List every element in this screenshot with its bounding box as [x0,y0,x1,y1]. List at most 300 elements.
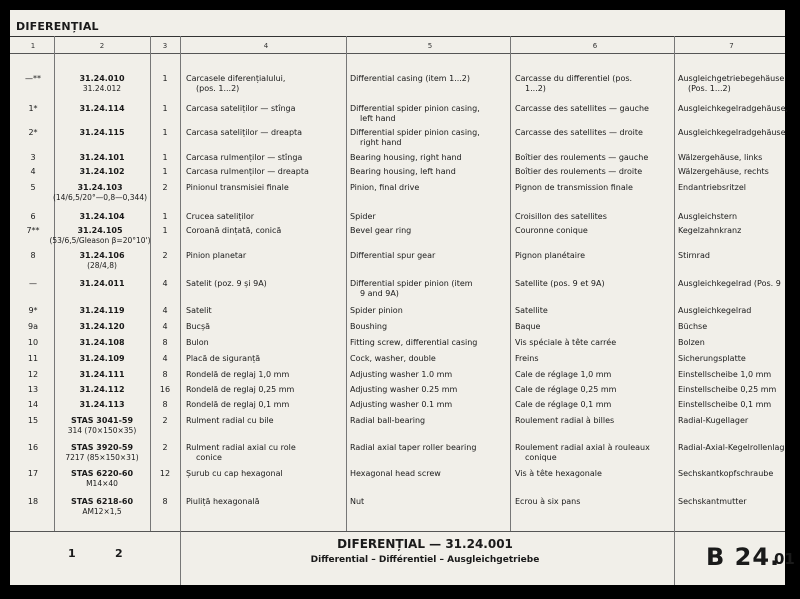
en-text: Bearing housing, right hand [350,153,462,162]
code-text: 31.24.106 [79,251,125,260]
cell-code [56,400,148,410]
en-text: Adjusting washer 0.1 mm [350,400,453,409]
parts-sheet [10,10,795,585]
fr-text: Vis à tête hexagonale [515,469,602,478]
en-text: Cock, washer, double [350,354,436,363]
en-text: Differential spider pinion (item [350,279,473,288]
cell-code [56,416,148,436]
cell-item [14,385,52,395]
cell-item [14,338,52,348]
cell-qty [152,322,178,332]
plate-suffix: 01 [774,550,795,568]
cell-code [56,279,148,289]
item-text: 9a [28,322,38,331]
cell-qty [152,212,178,222]
fr-text: Vis spéciale à tête carrée [515,338,617,347]
cell-qty [152,385,178,395]
en-text: Differential spider pinion casing, [350,128,480,137]
cell-ro [186,322,342,332]
en-text: Bearing housing, left hand [350,167,456,176]
code2-text: 31.24.012 [82,84,122,93]
cell-fr [515,400,671,410]
code-text: 31.24.104 [79,212,125,221]
code2-text: M14×40 [86,479,118,488]
cell-ro [186,104,342,114]
cell-qty [152,183,178,193]
column-number: 7 [729,42,734,50]
fr-text: Cale de réglage 0,1 mm [515,400,612,409]
code-text: 31.24.105 [77,226,123,235]
item-text: — [29,279,37,288]
fr-text: Cale de réglage 0,25 mm [515,385,617,394]
cell-fr [515,167,671,177]
cell-ro [186,279,342,289]
cell-fr [515,183,671,193]
fr-text: Carcasse des satellites — gauche [515,104,649,113]
cell-de [678,322,788,332]
cell-fr [515,153,671,163]
fr-text: Boîtier des roulements — gauche [515,153,649,162]
footer-rule [10,531,785,532]
cell-qty [152,279,178,289]
cell-item [14,469,52,479]
column-number: 4 [263,42,269,50]
de-text: Wälzergehäuse, links [678,153,763,162]
cell-en [350,128,506,148]
cell-en [350,497,506,507]
cell-code [46,226,154,246]
ro-text: Carcasa rulmenților — dreapta [186,167,309,176]
code2-text: 314 (70×150×35) [67,426,137,435]
cell-ro [186,74,342,94]
ro-text: Rondelă de reglaj 1,0 mm [186,370,290,379]
cell-fr [515,279,671,289]
cell-de [678,226,788,236]
de-text: Sechskantkopfschraube [678,469,774,478]
cell-en [350,469,506,479]
cell-ro [186,443,342,463]
code-text: STAS 6220-60 [70,469,134,478]
cell-item [14,153,52,163]
cell-item [14,128,52,138]
cell-en [350,338,506,348]
de-text: Ausgleichkegelrad (Pos. 9 [678,279,781,288]
code2-text: (53/6,5/Gleason β=20°10') [49,236,151,245]
plate-number: B 24. [706,543,781,571]
qty-text: 4 [162,354,168,363]
en-text: Nut [350,497,365,506]
cell-item [14,279,52,289]
code-text: 31.24.101 [79,153,125,162]
cell-ro [186,338,342,348]
cell-ro [186,212,342,222]
qty-text: 1 [162,74,168,83]
ro-text: Rondelă de reglaj 0,25 mm [186,385,295,394]
cell-en [350,354,506,364]
fr-text: Roulement radial axial à rouleaux [515,443,650,452]
item-text: 14 [27,400,39,409]
cell-qty [152,251,178,261]
code-text: 31.24.010 [79,74,125,83]
en2-text: 9 and 9A) [360,289,399,298]
column-number: 5 [427,42,433,50]
fr-text: Pignon planétaire [515,251,586,260]
cell-de [678,443,788,453]
cell-item [14,212,52,222]
de-text: Sechskantmutter [678,497,747,506]
column-number: 1 [30,42,36,50]
qty-text: 4 [162,306,168,315]
cell-de [678,104,788,114]
code-text: 31.24.102 [79,167,125,176]
cell-code [56,153,148,163]
cell-de [678,497,788,507]
cell-item [14,370,52,380]
code2-text: 7217 (85×150×31) [65,453,139,462]
qty-text: 8 [162,497,168,506]
cell-de [678,153,788,163]
cell-qty [152,306,178,316]
ro-text: Rulment radial cu bile [186,416,274,425]
cell-en [350,167,506,177]
de-text: Endantriebsritzel [678,183,746,192]
cell-item [14,354,52,364]
qty-text: 8 [162,338,168,347]
en-text: Pinion, final drive [350,183,420,192]
cell-de [678,212,788,222]
cell-de [678,183,788,193]
code-text: STAS 3920-59 [70,443,134,452]
qty-text: 1 [162,104,168,113]
footer-number: 2 [115,547,123,560]
ro-text: Carcasa rulmenților — stînga [186,153,303,162]
fr-text: Boîtier des roulements — droite [515,167,643,176]
cell-item [14,416,52,426]
qty-text: 12 [159,469,171,478]
cell-fr [515,370,671,380]
de-text: Ausgleichkegelradgehäuse [678,128,786,137]
ro-text: Carcasa sateliților — stînga [186,104,296,113]
ro2-text: conice [196,453,222,462]
fr-text: Satellite [515,306,548,315]
footer-subtitle: Differential – Différentiel – Ausgleichgetriebe [310,555,540,565]
cell-item [14,74,52,84]
cell-qty [152,338,178,348]
item-text: 11 [27,354,39,363]
de-text: Einstellscheibe 1,0 mm [678,370,772,379]
item-text: 6 [30,212,36,221]
ro-text: Rondelă de reglaj 0,1 mm [186,400,290,409]
de-text: Radial-Axial-Kegelrollenlag [678,443,785,452]
cell-code [56,370,148,380]
cell-en [350,306,506,316]
code-text: 31.24.114 [79,104,125,113]
cell-de [678,74,788,94]
title-rule [10,36,785,37]
item-text: 16 [27,443,39,452]
de-text: Einstellscheibe 0,1 mm [678,400,772,409]
item-text: 2* [28,128,38,137]
fr-text: Carcasse des satellites — droite [515,128,643,137]
cell-ro [186,153,342,163]
qty-text: 1 [162,212,168,221]
fr-text: Ecrou à six pans [515,497,581,506]
cell-fr [515,443,671,463]
cell-de [678,279,788,289]
cell-en [350,183,506,193]
cell-fr [515,212,671,222]
code2-text: (28/4,8) [87,261,117,270]
ro-text: Satelit [186,306,212,315]
de-text: Ausgleichgetriebegehäuse [678,74,785,83]
column-divider [510,36,511,531]
cell-item [14,497,52,507]
cell-en [350,279,506,299]
code-text: 31.24.113 [79,400,125,409]
en-text: Fitting screw, differential casing [350,338,478,347]
cell-fr [515,251,671,261]
cell-fr [515,338,671,348]
qty-text: 8 [162,370,168,379]
cell-code [56,338,148,348]
fr-text: Baque [515,322,541,331]
en-text: Radial ball-bearing [350,416,426,425]
de-text: Wälzergehäuse, rechts [678,167,769,176]
cell-de [678,251,788,261]
en-text: Radial axial taper roller bearing [350,443,477,452]
cell-qty [152,370,178,380]
cell-ro [186,167,342,177]
de2-text: (Pos. 1...2) [688,84,731,93]
cell-en [350,443,506,453]
ro-text: Carcasele diferențialului, [186,74,286,83]
en-text: Differential spider pinion casing, [350,104,480,113]
qty-text: 1 [162,128,168,137]
cell-item [14,167,52,177]
cell-code [56,322,148,332]
cell-code [46,183,154,203]
cell-code [56,469,148,489]
cell-en [350,370,506,380]
cell-fr [515,385,671,395]
cell-item [14,306,52,316]
cell-ro [186,183,342,193]
de-text: Ausgleichstern [678,212,738,221]
code-text: 31.24.115 [79,128,125,137]
qty-text: 2 [162,416,168,425]
cell-fr [515,104,671,114]
cell-code [56,167,148,177]
code-text: 31.24.111 [79,370,125,379]
fr-text: Freins [515,354,539,363]
cell-ro [186,306,342,316]
cell-code [56,104,148,114]
cell-fr [515,469,671,479]
cell-code [56,74,148,94]
cell-de [678,385,788,395]
cell-item [14,400,52,410]
en2-text: left hand [360,114,396,123]
cell-ro [186,354,342,364]
ro-text: Șurub cu cap hexagonal [186,469,283,478]
ro-text: Bucșă [186,322,211,331]
cell-en [350,322,506,332]
cell-en [350,74,506,84]
item-text: 5 [30,183,36,192]
de-text: Bolzen [678,338,705,347]
code2-text: AM12×1,5 [82,507,122,516]
cell-de [678,400,788,410]
ro-text: Rulment radial axial cu role [186,443,296,452]
cell-de [678,469,788,479]
de-text: Stirnrad [678,251,710,260]
cell-de [678,338,788,348]
cell-fr [515,322,671,332]
cell-en [350,104,506,124]
cell-fr [515,306,671,316]
ro-text: Pinionul transmisiei finale [186,183,289,192]
de-text: Kegelzahnkranz [678,226,742,235]
de-text: Sicherungsplatte [678,354,746,363]
item-text: 8 [30,251,36,260]
ro-text: Pinion planetar [186,251,247,260]
cell-fr [515,416,671,426]
de-text: Ausgleichkegelrad [678,306,752,315]
cell-qty [152,153,178,163]
en-text: Differential spur gear [350,251,436,260]
code-text: STAS 6218-60 [70,497,134,506]
de-text: Radial-Kugellager [678,416,749,425]
sheet-title: DIFERENȚIAL [16,20,99,33]
item-text: —** [25,74,41,83]
cell-ro [186,400,342,410]
qty-text: 8 [162,400,168,409]
cell-qty [152,416,178,426]
ro-text: Piuliță hexagonală [186,497,260,506]
cell-ro [186,226,342,236]
fr2-text: conique [525,453,557,462]
cell-item [14,251,52,261]
fr-text: Couronne conique [515,226,588,235]
ro-text: Crucea sateliților [186,212,255,221]
fr-text: Croisillon des satellites [515,212,607,221]
en-text: Adjusting washer 1.0 mm [350,370,453,379]
cell-ro [186,370,342,380]
cell-de [678,128,788,138]
cell-ro [186,416,342,426]
code-text: 31.24.120 [79,322,125,331]
ro-text: Bulon [186,338,209,347]
fr-text: Roulement radial à billes [515,416,615,425]
code-text: STAS 3041-59 [70,416,134,425]
item-text: 15 [27,416,39,425]
column-divider [150,36,151,531]
cell-en [350,400,506,410]
cell-de [678,370,788,380]
cell-item [14,443,52,453]
cell-item [14,104,52,114]
fr-text: Satellite (pos. 9 et 9A) [515,279,605,288]
de-text: Einstellscheibe 0,25 mm [678,385,777,394]
code-text: 31.24.119 [79,306,125,315]
ro-text: Placă de siguranță [186,354,261,363]
cell-qty [152,226,178,236]
cell-fr [515,354,671,364]
cell-ro [186,251,342,261]
cell-qty [152,104,178,114]
qty-text: 4 [162,322,168,331]
code-text: 31.24.011 [79,279,125,288]
cell-qty [152,443,178,453]
cell-qty [152,469,178,479]
ro-text: Coroană dințată, conică [186,226,282,235]
cell-fr [515,226,671,236]
de-text: Ausgleichkegelradgehäuse, [678,104,789,113]
cell-code [56,497,148,517]
ro2-text: (pos. 1...2) [196,84,240,93]
cell-en [350,212,506,222]
cell-qty [152,354,178,364]
column-divider [346,36,347,531]
code-text: 31.24.112 [79,385,125,394]
cell-qty [152,400,178,410]
cell-en [350,251,506,261]
cell-en [350,226,506,236]
code2-text: (14/6,5/20°—0,8—0,344) [52,193,148,202]
item-text: 17 [27,469,39,478]
footer-number: 1 [68,547,76,560]
qty-text: 4 [162,279,168,288]
qty-text: 2 [162,443,168,452]
qty-text: 1 [162,153,168,162]
cell-de [678,167,788,177]
column-number: 6 [592,42,598,50]
cell-de [678,354,788,364]
en-text: Hexagonal head screw [350,469,441,478]
cell-en [350,153,506,163]
cell-en [350,416,506,426]
item-text: 10 [27,338,39,347]
qty-text: 2 [162,251,168,260]
item-text: 7** [26,226,40,235]
qty-text: 1 [162,167,168,176]
column-divider [180,36,181,531]
en-text: Spider [350,212,376,221]
cell-qty [152,74,178,84]
item-text: 13 [27,385,39,394]
qty-text: 1 [162,226,168,235]
item-text: 3 [30,153,36,162]
ro-text: Carcasa sateliților — dreapta [186,128,303,137]
cell-code [56,251,148,271]
cell-fr [515,74,671,94]
column-number-header [10,39,785,54]
column-divider [54,36,55,531]
cell-ro [186,497,342,507]
qty-text: 16 [159,385,171,394]
en-text: Boushing [350,322,388,331]
footer-title: DIFERENȚIAL — 31.24.001 [337,537,513,551]
cell-code [56,128,148,138]
item-text: 18 [27,497,39,506]
en-text: Adjusting washer 0.25 mm [350,385,458,394]
cell-ro [186,385,342,395]
cell-qty [152,128,178,138]
item-text: 1* [28,104,38,113]
item-text: 4 [30,167,36,176]
fr-text: Cale de réglage 1,0 mm [515,370,612,379]
en-text: Differential casing (item 1...2) [350,74,470,83]
